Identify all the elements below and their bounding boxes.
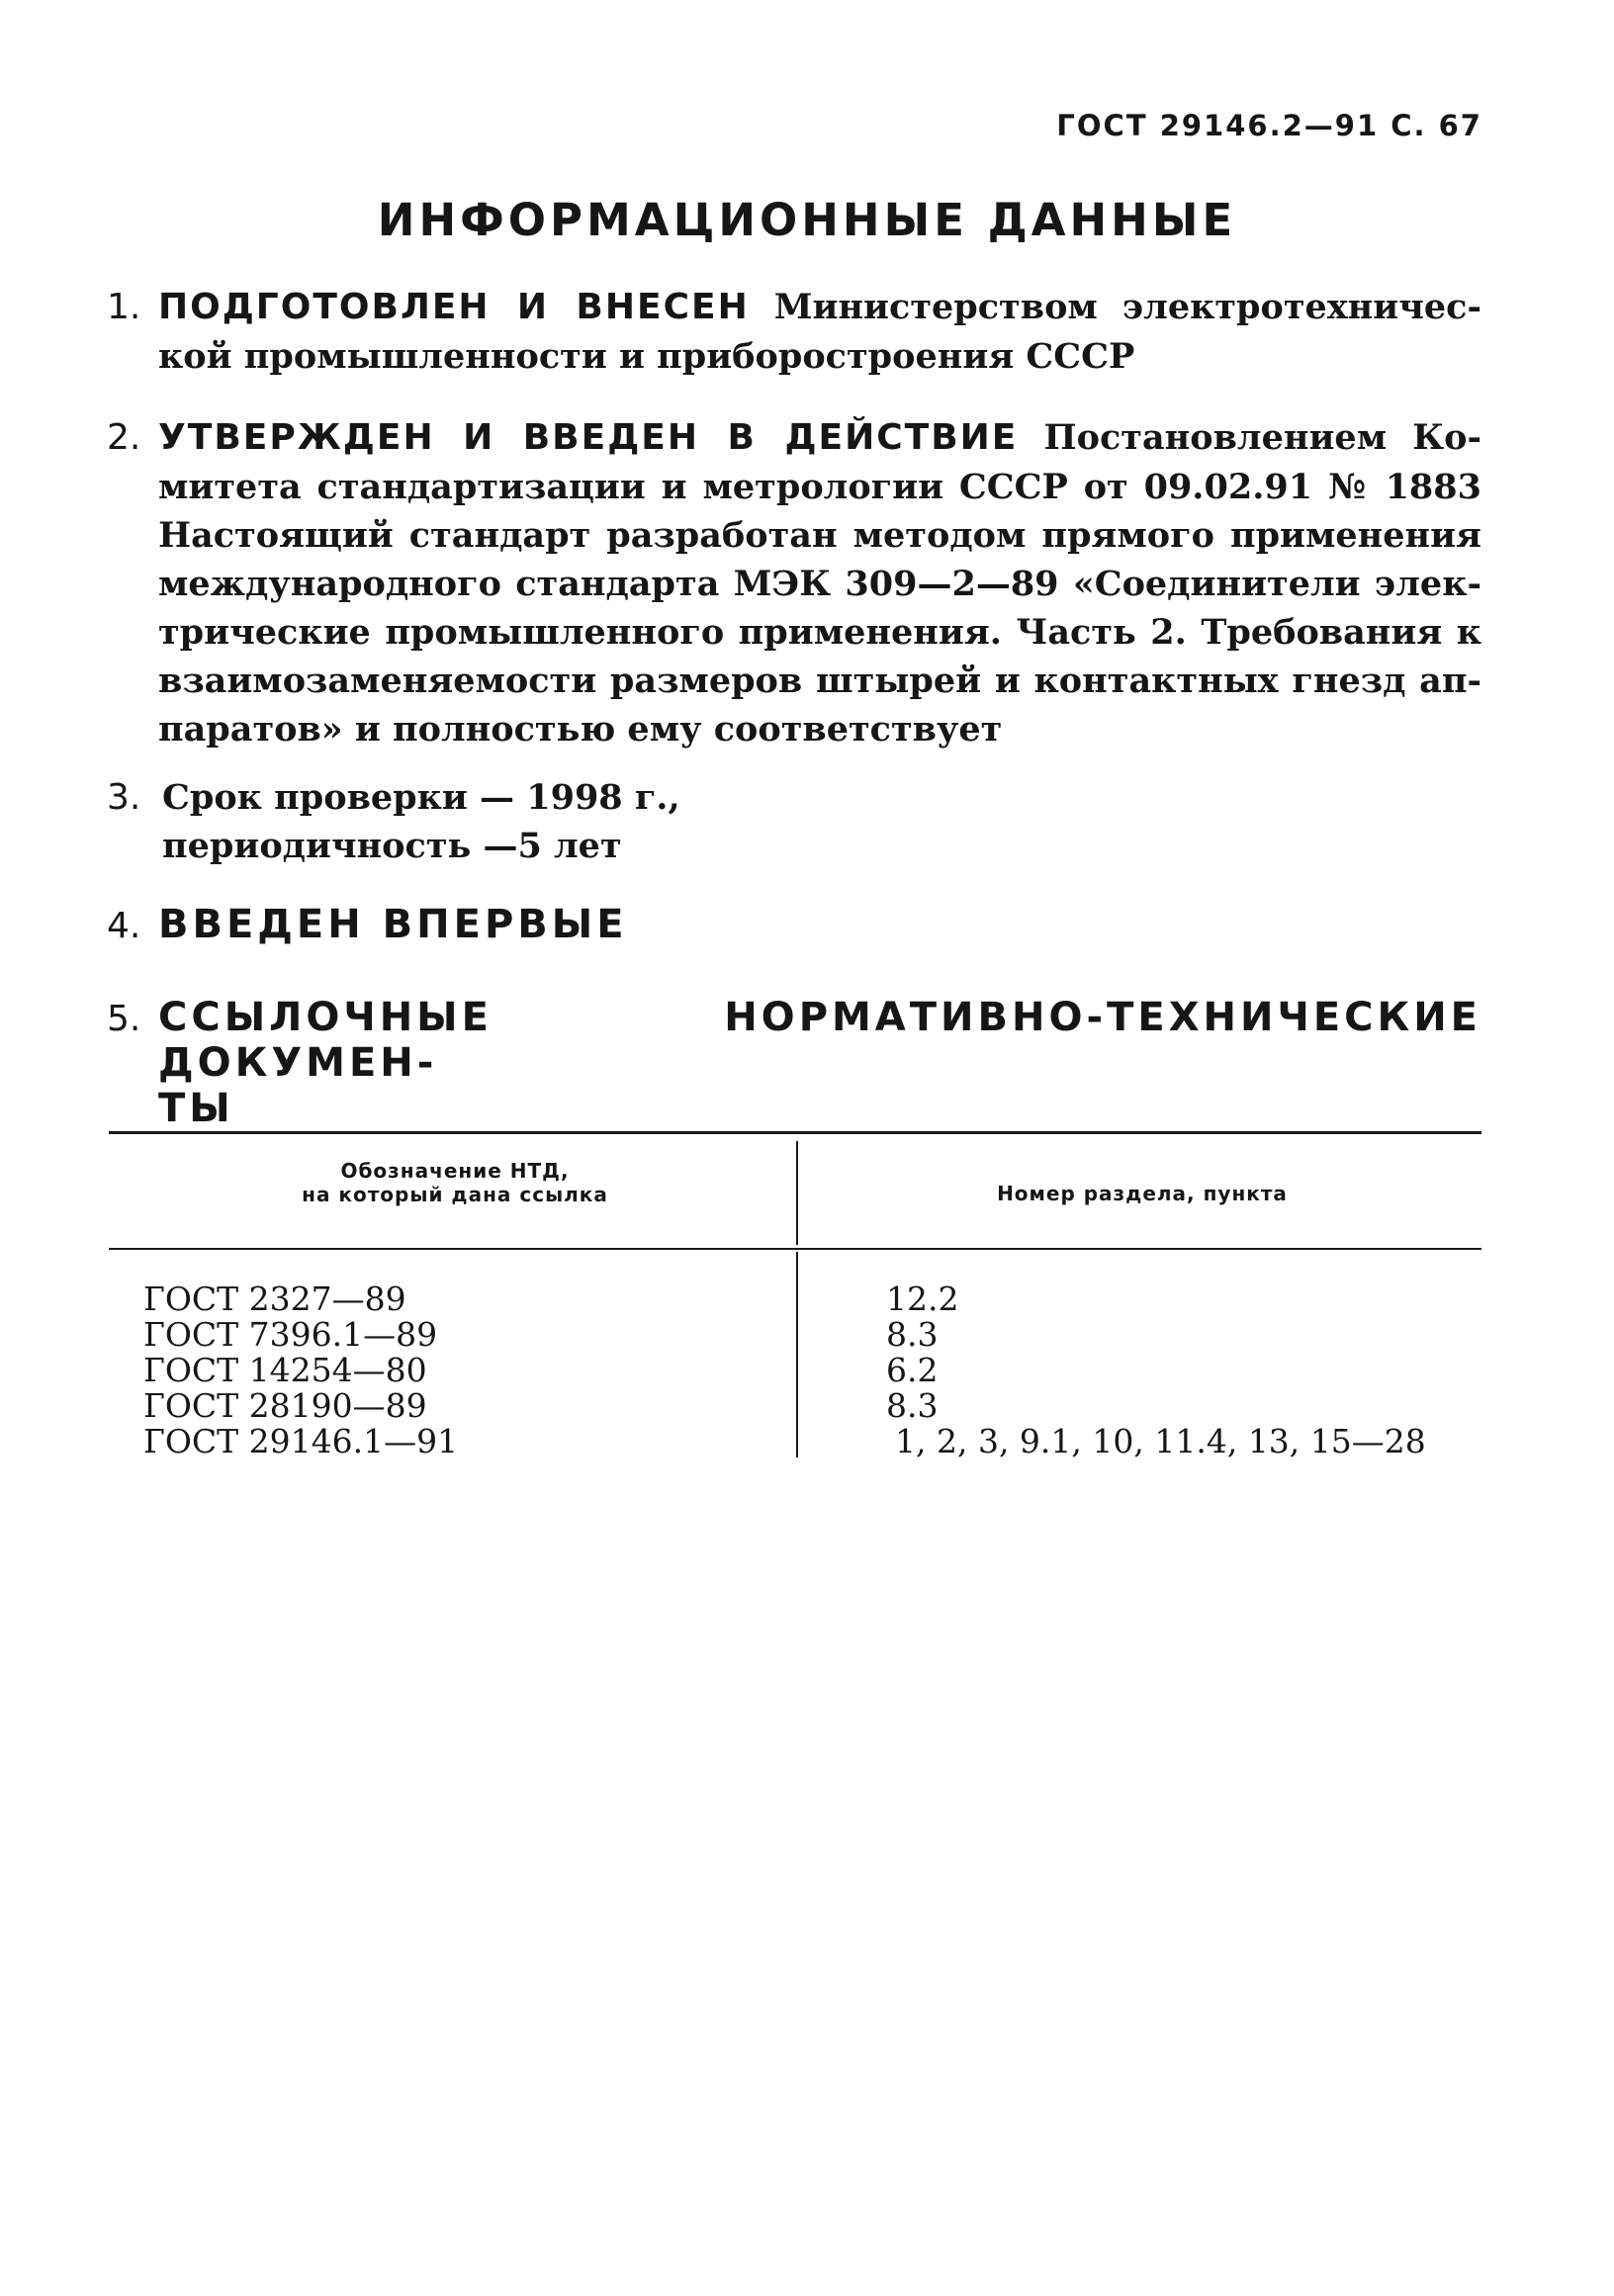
item-heading: ВВЕДЕН ВПЕРВЫЕ	[158, 902, 628, 947]
item-body	[162, 773, 1481, 870]
table-column-divider	[796, 1252, 798, 1457]
table-row-doc: ГОСТ 7396.1—89	[143, 1315, 438, 1354]
item-line: Настоящий стандарт разработан методом прямого применения	[158, 515, 1481, 556]
table-row-section: 12.2	[886, 1280, 959, 1318]
item-4	[107, 902, 1481, 951]
table-row-section: 1, 2, 3, 9.1, 10, 11.4, 13, 15—28	[895, 1422, 1426, 1460]
item-line: международного стандарта МЭК 309—2—89 «Соединители элек-	[158, 564, 1481, 604]
table-row-doc: ГОСТ 28190—89	[143, 1386, 427, 1425]
item-number: 5.	[107, 999, 141, 1039]
item-line: периодичность —5 лет	[162, 826, 622, 866]
table-header-divider	[796, 1141, 798, 1245]
item-body	[158, 902, 1481, 947]
item-line: трические промышленного применения. Часть 2. Требования к	[158, 612, 1481, 653]
item-line: кой промышленности и приборостроения СССР	[158, 336, 1135, 377]
column-header-section: Номер раздела, пункта	[997, 1182, 1288, 1205]
item-number: 4.	[107, 906, 141, 946]
page-header: ГОСТ 29146.2—91 С. 67	[1056, 109, 1482, 142]
table-row-doc: ГОСТ 2327—89	[143, 1280, 406, 1318]
item-lead: ПОДГОТОВЛЕН И ВНЕСЕН	[158, 287, 750, 327]
column-header-designation: Обозначение НТД, на который дана ссылка	[302, 1159, 608, 1206]
item-body	[158, 413, 1481, 753]
item-body	[158, 283, 1481, 381]
item-number: 2.	[107, 417, 141, 458]
item-heading: ТЫ	[158, 1086, 234, 1131]
item-line: Срок проверки — 1998 г.,	[162, 777, 680, 818]
item-heading: ССЫЛОЧНЫЕ НОРМАТИВНО-ТЕХНИЧЕСКИЕ ДОКУМЕН-	[158, 995, 1481, 1086]
table-row-section: 8.3	[886, 1315, 939, 1354]
item-line: ПОДГОТОВЛЕН И ВНЕСЕН Министерством электротехничес-	[158, 287, 1481, 327]
table-row-section: 6.2	[886, 1351, 939, 1389]
table-header-rule	[109, 1248, 1481, 1250]
item-lead: УТВЕРЖДЕН И ВВЕДЕН В ДЕЙСТВИЕ	[158, 417, 1019, 458]
item-body	[158, 995, 1481, 1131]
item-3	[107, 773, 1481, 872]
table-top-rule	[109, 1131, 1481, 1134]
item-1	[107, 283, 1481, 382]
item-line: митета стандартизации и метрологии СССР от 09.02.91 № 1883	[158, 467, 1481, 507]
item-number: 1.	[107, 287, 141, 327]
item-line: взаимозаменяемости размеров штырей и контактных гнезд ап-	[158, 661, 1481, 701]
table-row-doc: ГОСТ 14254—80	[143, 1351, 427, 1389]
table-row-doc: ГОСТ 29146.1—91	[143, 1422, 459, 1460]
item-5	[107, 995, 1481, 1131]
document-title: ИНФОРМАЦИОННЫЕ ДАННЫЕ	[377, 194, 1237, 246]
item-line: паратов» и полностью ему соответствует	[158, 709, 1003, 750]
item-line: УТВЕРЖДЕН И ВВЕДЕН В ДЕЙСТВИЕ Постановлением Ко-	[158, 417, 1481, 458]
table-row-section: 8.3	[886, 1386, 939, 1425]
item-2	[107, 413, 1481, 759]
item-number: 3.	[107, 777, 141, 818]
